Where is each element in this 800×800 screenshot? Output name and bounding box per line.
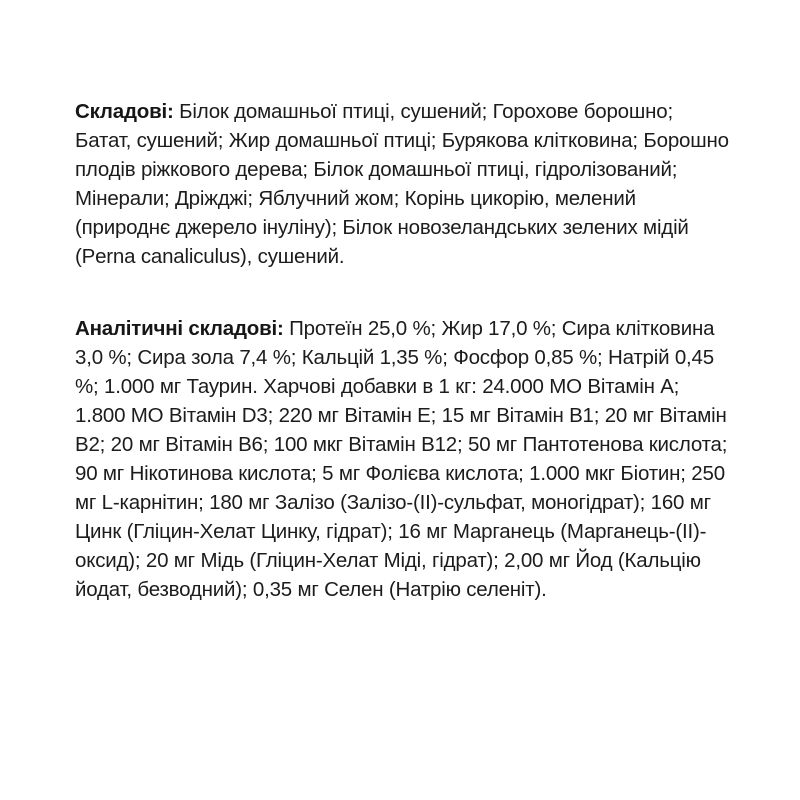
ingredients-body-text: Білок домашньої птиці, сушений; Горохове борошно; Батат, сушений; Жир домашньої птиці; Бурякова клітковина; Борошно плодів ріжкового дерева; Білок домашньої птиці, гідролізований; Мінерали; Дріжджі; Яблучний жом; Корінь цикорію, мелений (природнє джерело інуліну); Білок новозеландських зелених мідій (Perna canaliculus), сушений. <box>75 100 729 268</box>
analytical-components-body-text: Протеїн 25,0 %; Жир 17,0 %; Сира клітковина 3,0 %; Сира зола 7,4 %; Кальцій 1,35 %; Фосфор 0,85 %; Натрій 0,45 %; 1.000 мг Таурин. Харчові добавки в 1 кг: 24.000 МО Вітамін А; 1.800 МО Вітамін D3; 220 мг Вітамін Е; 15 мг Вітамін В1; 20 мг Вітамін В2; 20 мг Вітамін В6; 100 мкг Вітамін В12; 50 мг Пантотенова кислота; 90 мг Нікотинова кислота; 5 мг Фолієва кислота; 1.000 мкг Біотин; 250 мг L-карнітин; 180 мг Залізо (Залізо-(ІІ)-сульфат, моногідрат); 160 мг Цинк (Гліцин-Хелат Цинку, гідрат); 16 мг Марганець (Марганець-(ІІ)-оксид); 20 мг Мідь (Гліцин-Хелат Міді, гідрат); 2,00 мг Йод (Кальцію йодат, безводний); 0,35 мг Селен (Натрію селеніт). <box>75 317 728 601</box>
analytical-components-label: Аналітичні складові: <box>75 317 284 340</box>
ingredients-paragraph <box>75 97 730 271</box>
analytical-components-paragraph <box>75 314 730 604</box>
ingredients-label: Складові: <box>75 100 174 123</box>
ingredients-text-block <box>75 97 730 604</box>
